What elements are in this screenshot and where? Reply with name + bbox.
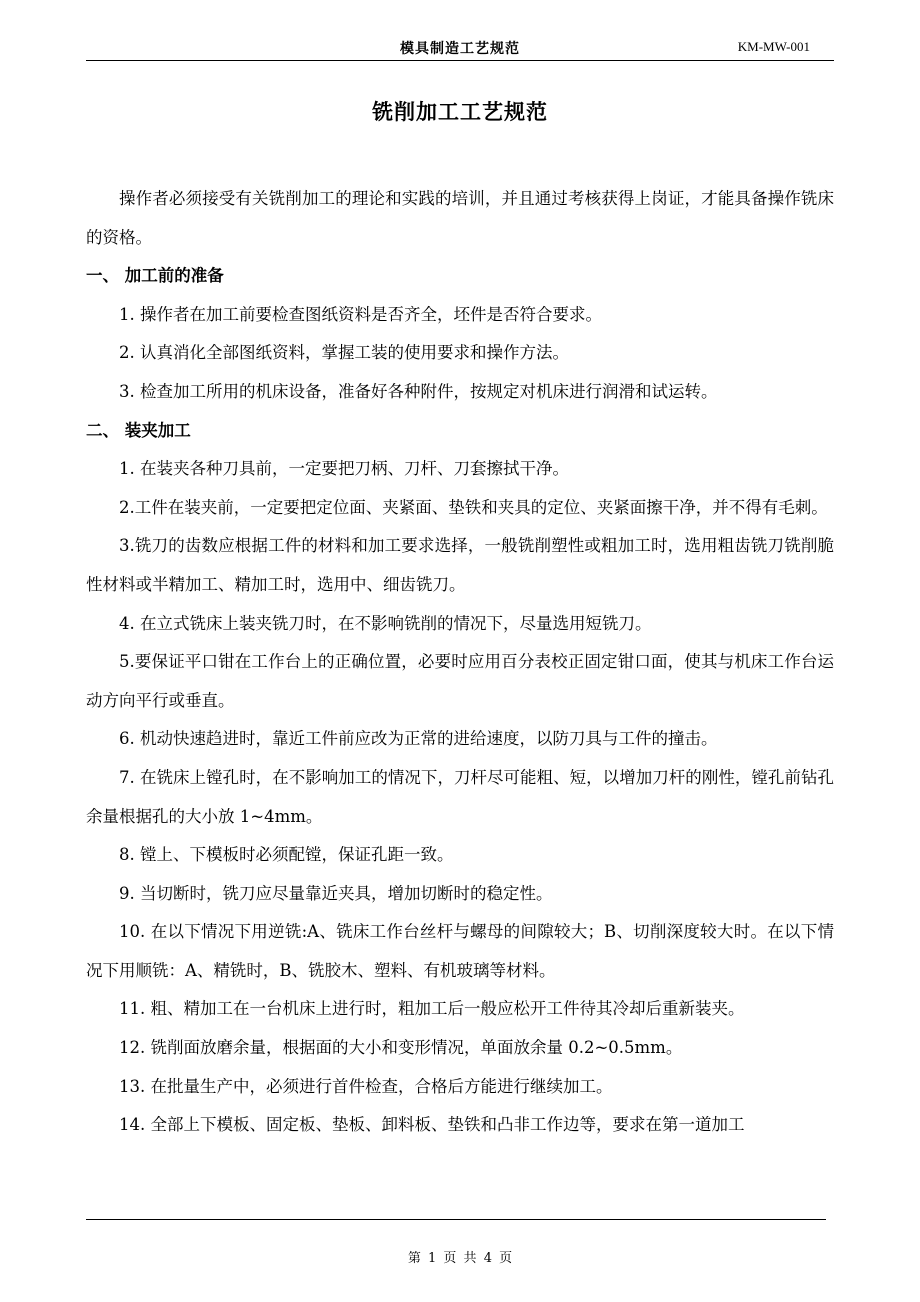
clamping-item: 10. 在以下情况下用逆铣:A、铣床工作台丝杆与螺母的间隙较大；B、切削深度较大时。在以下情况下用顺铣：A、精铣时，B、铣胶木、塑料、有机玻璃等材料。 <box>86 922 834 980</box>
preparation-item: 2. 认真消化全部图纸资料，掌握工装的使用要求和操作方法。 <box>119 343 569 363</box>
section-heading-clamping: 二、 装夹加工 <box>86 420 191 440</box>
clamping-item: 6. 机动快速趋进时，靠近工件前应改为正常的进给速度，以防刀具与工件的撞击。 <box>119 729 718 749</box>
clamping-item: 7. 在铣床上镗孔时，在不影响加工的情况下，刀杆尽可能粗、短，以增加刀杆的刚性，镗孔前钻孔余量根据孔的大小放 1~4mm。 <box>86 767 834 826</box>
preparation-item: 1. 操作者在加工前要检查图纸资料是否齐全，坯件是否符合要求。 <box>119 304 602 324</box>
clamping-item: 14. 全部上下模板、固定板、垫板、卸料板、垫铁和凸非工作边等，要求在第一道加工 <box>119 1115 745 1135</box>
header-title: 模具制造工艺规范 <box>400 41 520 57</box>
clamping-item: 3.铣刀的齿数应根据工件的材料和加工要求选择，一般铣削塑性或粗加工时，选用粗齿铣刀铣削脆性材料或半精加工、精加工时，选用中、细齿铣刀。 <box>86 536 834 594</box>
clamping-item: 8. 镗上、下模板时必须配镗，保证孔距一致。 <box>119 845 454 865</box>
clamping-item: 13. 在批量生产中，必须进行首件检查，合格后方能进行继续加工。 <box>119 1076 613 1096</box>
clamping-item: 9. 当切断时，铣刀应尽量靠近夹具，增加切断时的稳定性。 <box>119 883 553 903</box>
clamping-item: 5.要保证平口钳在工作台上的正确位置，必要时应用百分表校正固定钳口面，使其与机床工作台运动方向平行或垂直。 <box>86 652 834 710</box>
intro-paragraph: 操作者必须接受有关铣削加工的理论和实践的培训，并且通过考核获得上岗证，才能具备操作铣床的资格。 <box>86 189 834 247</box>
clamping-item: 2.工件在装夹前，一定要把定位面、夹紧面、垫铁和夹具的定位、夹紧面擦干净，并不得有毛刺。 <box>119 497 828 517</box>
page-header <box>86 36 834 61</box>
section-heading-preparation: 一、 加工前的准备 <box>86 266 224 286</box>
clamping-item: 1. 在装夹各种刀具前，一定要把刀柄、刀杆、刀套擦拭干净。 <box>119 459 569 479</box>
clamping-item: 11. 粗、精加工在一台机床上进行时，粗加工后一般应松开工件待其冷却后重新装夹。 <box>119 999 745 1019</box>
clamping-item: 12. 铣削面放磨余量，根据面的大小和变形情况，单面放余量 0.2~0.5mm。 <box>119 1038 683 1058</box>
page-number: 第 1 页 共 4 页 <box>407 1251 513 1266</box>
document-body <box>86 180 834 1145</box>
header-document-code: KM-MW-001 <box>737 39 810 54</box>
preparation-item: 3. 检查加工所用的机床设备，准备好各种附件，按规定对机床进行润滑和试运转。 <box>119 381 718 401</box>
document-title: 铣削加工工艺规范 <box>372 99 548 124</box>
clamping-item: 4. 在立式铣床上装夹铣刀时，在不影响铣削的情况下，尽量选用短铣刀。 <box>119 613 652 633</box>
footer-divider <box>86 1219 826 1220</box>
